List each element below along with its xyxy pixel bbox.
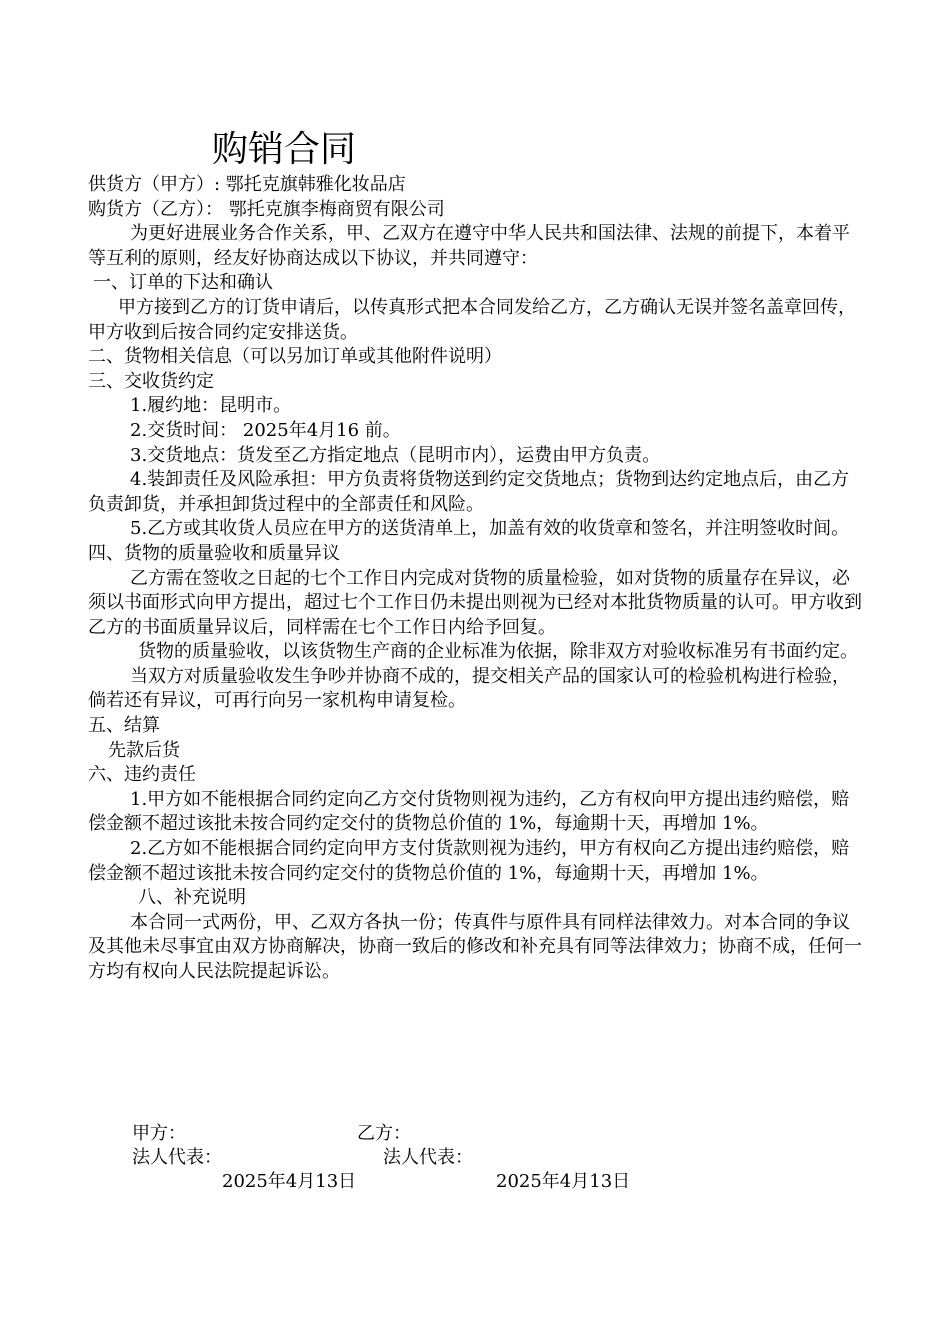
party-b-label: 乙方： [357, 1123, 411, 1144]
section-8-text: 本合同一式两份，甲、乙双方各执一份；传真件与原件具有同样法律效力。对本合同的争议及其他未尽事宜由双方协商解决，协商一致后的修改和补充具有同等法律效力；协商不成，任何一方均有权向人民法院提起诉讼。 [88, 911, 862, 982]
section-3-item-5: 5.乙方或其收货人员应在甲方的送货清单上，加盖有效的收货章和签名，并注明签收时间。 [130, 518, 850, 540]
section-5-title: 五、结算 [88, 715, 160, 737]
section-4-title: 四、货物的质量验收和质量异议 [88, 542, 340, 564]
party-b-date: 2025年4月13日 [496, 1171, 631, 1192]
section-1-text: 甲方接到乙方的订货申请后，以传真形式把本合同发给乙方，乙方确认无误并签名盖章回传，甲方收到后按合同约定安排送货。 [88, 296, 856, 343]
document-title: 购销合同 [212, 129, 357, 170]
section-4-paragraph-2: 货物的质量验收，以该货物生产商的企业标准为依据，除非双方对验收标准另有书面约定。 [138, 641, 858, 663]
section-6-paragraph-1: 1.甲方如不能根据合同约定向乙方交付货物则视为违约，乙方有权向甲方提出违约赔偿，赔偿金额不超过该批未按合同约定交付的货物总价值的 1%，每逾期十天，再增加 1%。 [88, 788, 850, 835]
section-1-title: 一、订单的下达和确认 [93, 272, 273, 294]
intro-paragraph: 为更好进展业务合作关系，甲、乙双方在遵守中华人民共和国法律、法规的前提下，本着平等互利的原则，经友好协商达成以下协议，并共同遵守： [88, 223, 850, 269]
section-6-title: 六、违约责任 [88, 764, 196, 786]
party-a-label: 甲方： [132, 1123, 186, 1144]
contract-body [88, 173, 864, 985]
supplier-line: 供货方（甲方）: 鄂托克旗韩雅化妆品店 [88, 174, 406, 195]
party-a-date: 2025年4月13日 [222, 1171, 357, 1192]
section-6-paragraph-2: 2.乙方如不能根据合同约定向甲方支付货款则视为违约，甲方有权向乙方提出违约赔偿，赔偿金额不超过该批未按合同约定交付的货物总价值的 1%，每逾期十天，再增加 1%。 [88, 838, 850, 884]
section-3-title: 三、交收货约定 [88, 370, 214, 392]
section-4-paragraph-1: 乙方需在签收之日起的七个工作日内完成对货物的质量检验，如对货物的质量存在异议，必须以书面形式向甲方提出，超过七个工作日仍未提出则视为已经对本批货物质量的认可。甲方收到乙方的书面质量异议后，同样需在七个工作日内给予回复。 [88, 567, 862, 638]
party-a-rep-label: 法人代表： [132, 1147, 222, 1168]
section-5-text: 先款后货 [108, 739, 180, 761]
buyer-line: 购货方（乙方）： 鄂托克旗李梅商贸有限公司 [88, 198, 445, 220]
section-3-item-2: 2.交货时间： 2025年4月16 前。 [130, 419, 401, 441]
section-4-paragraph-3: 当双方对质量验收发生争吵并协商不成的，提交相关产品的国家认可的检验机构进行检验，倘若还有异议，可再行向另一家机构申请复检。 [88, 665, 850, 712]
party-b-rep-label: 法人代表： [383, 1147, 473, 1168]
section-3-item-1: 1.履约地：昆明市。 [130, 395, 292, 417]
section-8-title: 八、补充说明 [138, 887, 246, 909]
section-3-item-4: 4.装卸责任及风险承担：甲方负责将货物送到约定交货地点；货物到达约定地点后，由乙方负责卸货，并承担卸货过程中的全部责任和风险。 [88, 469, 850, 515]
section-3-item-3: 3.交货地点：货发至乙方指定地点（昆明市内），运费由甲方负责。 [130, 444, 661, 466]
section-2-title: 二、货物相关信息（可以另加订单或其他附件说明） [88, 346, 502, 368]
